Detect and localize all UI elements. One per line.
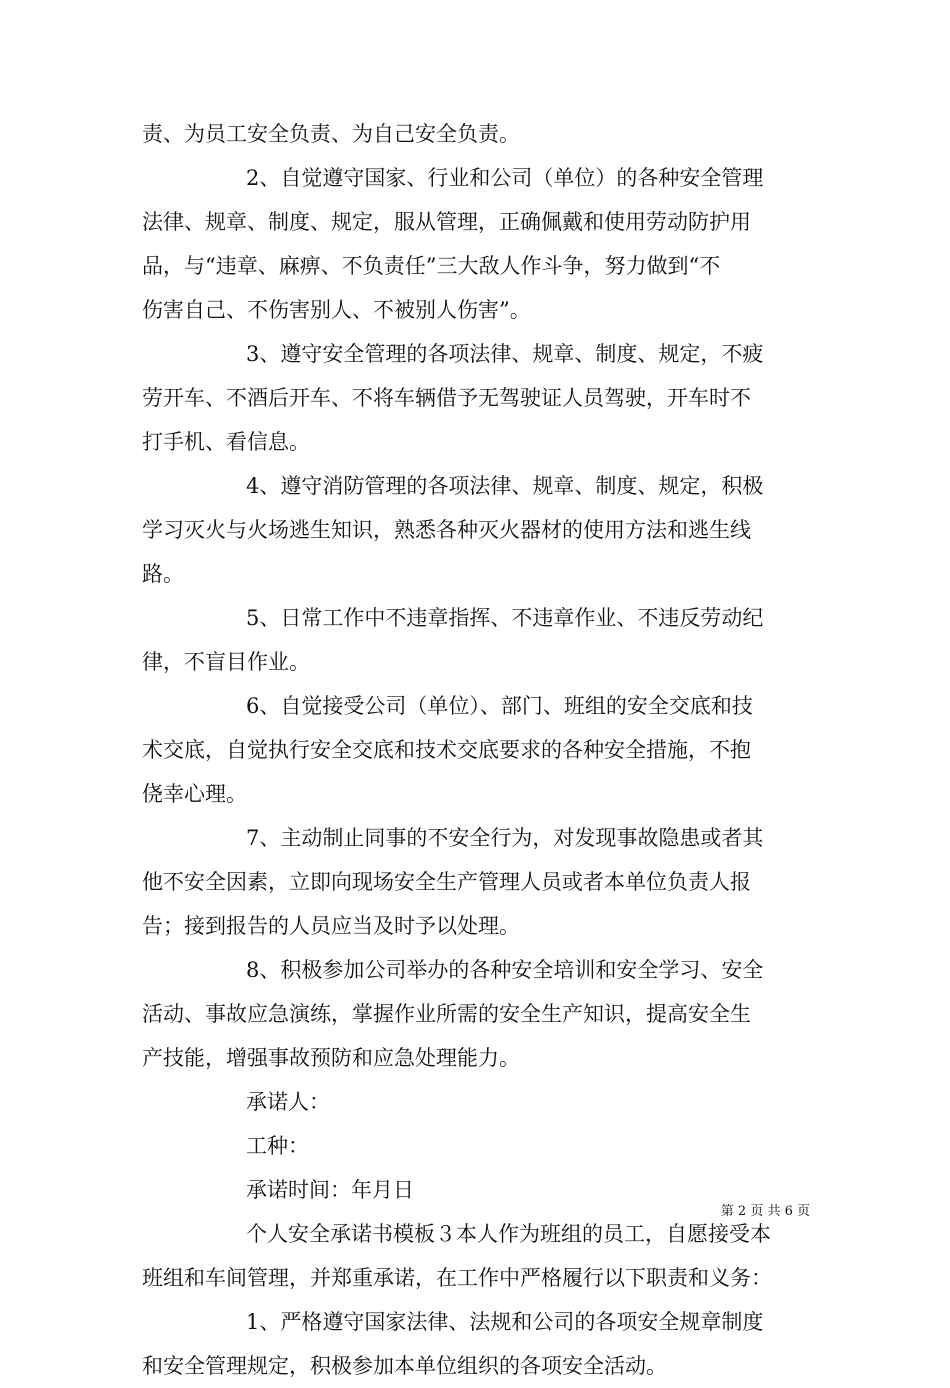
text-line: 学习灭火与火场逃生知识，熟悉各种灭火器材的使用方法和逃生线 xyxy=(142,518,751,542)
text-line: 活动、事故应急演练，掌握作业所需的安全生产知识，提高安全生 xyxy=(142,1002,751,1026)
text-line: 2、自觉遵守国家、行业和公司（单位）的各种安全管理 xyxy=(246,166,764,190)
text-line: 个人安全承诺书模板３本人作为班组的员工，自愿接受本 xyxy=(246,1222,771,1246)
text-line: 1、严格遵守国家法律、法规和公司的各项安全规章制度 xyxy=(246,1310,764,1334)
text-line: 责、为员工安全负责、为自己安全负责。 xyxy=(142,122,520,146)
text-line: 侥幸心理。 xyxy=(142,782,247,806)
signature-label: 承诺人： xyxy=(246,1090,330,1114)
text-line: 5、日常工作中不违章指挥、不违章作业、不违反劳动纪 xyxy=(246,606,764,630)
text-line: 劳开车、不酒后开车、不将车辆借予无驾驶证人员驾驶，开车时不 xyxy=(142,386,751,410)
text-line: 8、积极参加公司举办的各种安全培训和安全学习、安全 xyxy=(246,958,764,982)
text-line: 伤害自己、不伤害别人、不被别人伤害”。 xyxy=(142,298,531,322)
text-line: 法律、规章、制度、规定，服从管理，正确佩戴和使用劳动防护用 xyxy=(142,210,751,234)
text-line: 路。 xyxy=(142,562,184,586)
document-body xyxy=(142,112,810,1388)
text-line: 律，不盲目作业。 xyxy=(142,650,310,674)
date-label: 承诺时间：年月日 xyxy=(246,1178,414,1202)
job-type-label: 工种： xyxy=(246,1134,309,1158)
text-line: 产技能，增强事故预防和应急处理能力。 xyxy=(142,1046,520,1070)
page-number: 第 2 页 共 6 页 xyxy=(720,1204,810,1219)
text-line: 品，与“违章、麻痹、不负责任”三大敌人作斗争，努力做到“不 xyxy=(142,254,721,278)
text-line: 打手机、看信息。 xyxy=(142,430,310,454)
text-line: 和安全管理规定，积极参加本单位组织的各项安全活动。 xyxy=(142,1354,667,1378)
text-line: 术交底，自觉执行安全交底和技术交底要求的各种安全措施，不抱 xyxy=(142,738,751,762)
text-line: 6、自觉接受公司（单位）、部门、班组的安全交底和技 xyxy=(246,694,753,718)
text-line: 班组和车间管理，并郑重承诺，在工作中严格履行以下职责和义务： xyxy=(142,1266,772,1290)
text-line: 4、遵守消防管理的各项法律、规章、制度、规定，积极 xyxy=(246,474,764,498)
text-line: 3、遵守安全管理的各项法律、规章、制度、规定，不疲 xyxy=(246,342,764,366)
text-line: 他不安全因素，立即向现场安全生产管理人员或者本单位负责人报 xyxy=(142,870,751,894)
text-line: 告；接到报告的人员应当及时予以处理。 xyxy=(142,914,520,938)
text-line: 7、主动制止同事的不安全行为，对发现事故隐患或者其 xyxy=(246,826,764,850)
